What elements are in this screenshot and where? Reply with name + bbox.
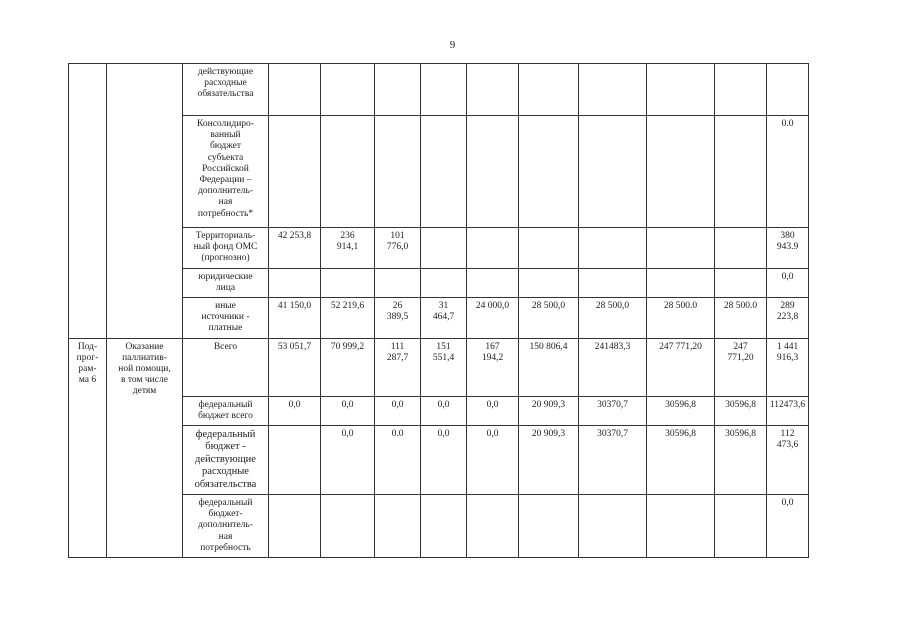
value-cell: 20 909,3 bbox=[519, 426, 579, 495]
value-cell: 0,0 bbox=[321, 426, 375, 495]
value-cell: 380 943.9 bbox=[767, 228, 809, 269]
value-cell: 30370,7 bbox=[579, 396, 647, 425]
value-cell bbox=[467, 268, 519, 297]
subprogram-label-cell: Под- прог- рам- ма 6 bbox=[69, 338, 107, 557]
value-cell bbox=[269, 64, 321, 116]
value-cell: 0,0 bbox=[421, 426, 467, 495]
value-cell: 30370,7 bbox=[579, 426, 647, 495]
value-cell bbox=[269, 494, 321, 557]
blank-name-cell bbox=[107, 64, 183, 339]
value-cell: 70 999,2 bbox=[321, 338, 375, 396]
value-cell: 30596,8 bbox=[647, 396, 715, 425]
value-cell: 52 219,6 bbox=[321, 298, 375, 339]
value-cell bbox=[715, 494, 767, 557]
value-cell: 0,0 bbox=[767, 494, 809, 557]
value-cell bbox=[519, 228, 579, 269]
value-cell bbox=[375, 268, 421, 297]
value-cell: 41 150,0 bbox=[269, 298, 321, 339]
value-cell bbox=[579, 268, 647, 297]
value-cell bbox=[321, 64, 375, 116]
value-cell: 30596,8 bbox=[647, 426, 715, 495]
value-cell bbox=[715, 64, 767, 116]
value-cell bbox=[467, 116, 519, 228]
value-cell: 101 776,0 bbox=[375, 228, 421, 269]
value-cell: 0.0 bbox=[375, 426, 421, 495]
value-cell: 30596,8 bbox=[715, 396, 767, 425]
value-cell: 241483,3 bbox=[579, 338, 647, 396]
value-cell: 0,0 bbox=[421, 396, 467, 425]
value-cell: 28 500,0 bbox=[519, 298, 579, 339]
value-cell: 150 806,4 bbox=[519, 338, 579, 396]
value-cell: 30596,8 bbox=[715, 426, 767, 495]
value-cell: 289 223,8 bbox=[767, 298, 809, 339]
value-cell bbox=[647, 116, 715, 228]
value-cell bbox=[375, 116, 421, 228]
value-cell: 53 051,7 bbox=[269, 338, 321, 396]
value-cell: 42 253,8 bbox=[269, 228, 321, 269]
value-cell: 20 909,3 bbox=[519, 396, 579, 425]
funding-source-cell: федеральный бюджет - действующие расходные обязательства bbox=[183, 426, 269, 495]
value-cell: 0,0 bbox=[321, 396, 375, 425]
value-cell: 112473,6 bbox=[767, 396, 809, 425]
value-cell bbox=[467, 494, 519, 557]
value-cell: 247 771,20 bbox=[647, 338, 715, 396]
value-cell bbox=[767, 64, 809, 116]
value-cell bbox=[269, 116, 321, 228]
value-cell bbox=[321, 116, 375, 228]
funding-source-cell: Всего bbox=[183, 338, 269, 396]
value-cell bbox=[715, 228, 767, 269]
value-cell: 0,0 bbox=[467, 426, 519, 495]
value-cell bbox=[519, 268, 579, 297]
value-cell: 0,0 bbox=[767, 268, 809, 297]
value-cell: 24 000,0 bbox=[467, 298, 519, 339]
value-cell bbox=[321, 268, 375, 297]
value-cell: 236 914,1 bbox=[321, 228, 375, 269]
value-cell bbox=[519, 116, 579, 228]
value-cell: 247 771,20 bbox=[715, 338, 767, 396]
budget-table bbox=[68, 63, 809, 558]
value-cell: 167 194,2 bbox=[467, 338, 519, 396]
value-cell: 1 441 916,3 bbox=[767, 338, 809, 396]
value-cell: 0,0 bbox=[467, 396, 519, 425]
funding-source-cell: Консолидиро- ванный бюджет субъекта Российской Федерации – дополнитель- ная потребность* bbox=[183, 116, 269, 228]
table-row bbox=[69, 64, 809, 116]
value-cell bbox=[269, 426, 321, 495]
value-cell bbox=[375, 64, 421, 116]
value-cell bbox=[421, 64, 467, 116]
value-cell: 0,0 bbox=[269, 396, 321, 425]
value-cell: 0.0 bbox=[767, 116, 809, 228]
value-cell bbox=[579, 116, 647, 228]
value-cell: 31 464,7 bbox=[421, 298, 467, 339]
value-cell bbox=[519, 64, 579, 116]
value-cell bbox=[647, 268, 715, 297]
value-cell: 28 500,0 bbox=[579, 298, 647, 339]
value-cell: 112 473,6 bbox=[767, 426, 809, 495]
value-cell: 26 389,5 bbox=[375, 298, 421, 339]
value-cell: 28 500.0 bbox=[715, 298, 767, 339]
value-cell: 28 500.0 bbox=[647, 298, 715, 339]
page-number: 9 bbox=[449, 39, 456, 51]
value-cell bbox=[269, 268, 321, 297]
value-cell bbox=[647, 494, 715, 557]
funding-source-cell: федеральный бюджет- дополнитель- ная потребность bbox=[183, 494, 269, 557]
funding-source-cell: юридические лица bbox=[183, 268, 269, 297]
funding-source-cell: действующие расходные обязательства bbox=[183, 64, 269, 116]
value-cell bbox=[467, 228, 519, 269]
value-cell bbox=[579, 64, 647, 116]
value-cell bbox=[421, 116, 467, 228]
value-cell bbox=[647, 64, 715, 116]
value-cell bbox=[421, 494, 467, 557]
blank-program-cell bbox=[69, 64, 107, 339]
value-cell bbox=[579, 494, 647, 557]
value-cell bbox=[375, 494, 421, 557]
value-cell bbox=[579, 228, 647, 269]
value-cell bbox=[421, 268, 467, 297]
value-cell: 111 287,7 bbox=[375, 338, 421, 396]
value-cell bbox=[421, 228, 467, 269]
funding-source-cell: Территориаль- ный фонд ОМС (прогнозно) bbox=[183, 228, 269, 269]
subprogram-name-cell: Оказание паллиатив- ной помощи, в том числе детям bbox=[107, 338, 183, 557]
funding-source-cell: иные источники - платные bbox=[183, 298, 269, 339]
value-cell bbox=[519, 494, 579, 557]
value-cell bbox=[467, 64, 519, 116]
value-cell bbox=[715, 268, 767, 297]
value-cell bbox=[647, 228, 715, 269]
value-cell bbox=[715, 116, 767, 228]
value-cell bbox=[321, 494, 375, 557]
value-cell: 151 551,4 bbox=[421, 338, 467, 396]
table-row bbox=[69, 338, 809, 396]
value-cell: 0,0 bbox=[375, 396, 421, 425]
funding-source-cell: федеральный бюджет всего bbox=[183, 396, 269, 425]
